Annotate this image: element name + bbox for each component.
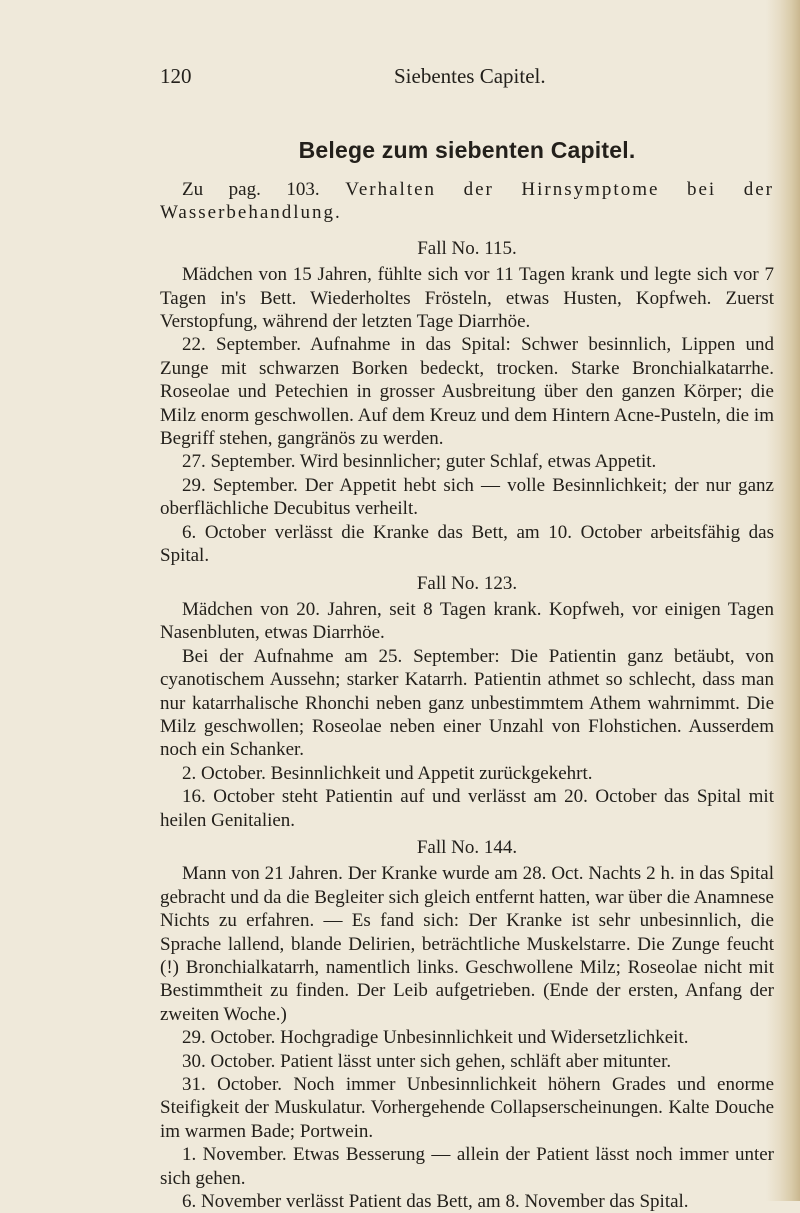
subsection-heading	[160, 178, 774, 225]
case-paragraph: 16. October steht Patientin auf und verlässt am 20. October das Spital mit heilen Genitalien.	[160, 786, 774, 831]
subsection-title: Verhalten der Hirnsymptome bei der Wasserbehandlung.	[160, 179, 774, 224]
case-paragraph: 29. September. Der Appetit hebt sich — volle Besinnlichkeit; der nur ganz oberflächliche Decubitus verheilt.	[160, 474, 774, 520]
page-number: 120	[160, 64, 192, 88]
case-123	[160, 572, 774, 832]
case-paragraph: 22. September. Aufnahme in das Spital: Schwer besinnlich, Lippen und Zunge mit schwarzen Borken bedeckt, trocken. Starke Bronchialkatarrhe. Roseolae und Petechien in grosser Ausbreitung über den ganzen Körper; die Milz enorm geschwollen. Auf dem Kreuz und dem Hintern Acne-Pusteln, die im Begriff stehen, gangränös zu werden.	[160, 334, 774, 450]
page-body	[160, 136, 774, 1213]
case-paragraph: Mädchen von 15 Jahren, fühlte sich vor 11 Tagen krank und legte sich vor 7 Tagen in's Bett. Wiederholtes Frösteln, etwas Husten, Kopfweh. Zuerst Verstopfung, während der letzten Tage Diarrhöe.	[160, 264, 774, 333]
section-heading: Belege zum siebenten Capitel.	[298, 137, 636, 163]
case-paragraph: 1. November. Etwas Besserung — allein der Patient lässt noch immer unter sich gehen.	[160, 1144, 774, 1189]
case-title: Fall No. 115.	[417, 237, 517, 259]
page-reference: Zu pag. 103.	[182, 179, 320, 200]
case-paragraph: 2. October. Besinnlichkeit und Appetit zurückgekehrt.	[182, 762, 593, 784]
case-paragraph: 30. October. Patient lässt unter sich gehen, schläft aber mitunter.	[182, 1050, 672, 1072]
case-paragraph: 6. November verlässt Patient das Bett, am 8. November das Spital.	[182, 1191, 689, 1213]
case-paragraph: Mädchen von 20. Jahren, seit 8 Tagen krank. Kopfweh, vor einigen Tagen Nasenbluten, etwas Diarrhöe.	[160, 598, 774, 644]
chapter-title: Siebentes Capitel.	[394, 64, 546, 88]
case-144	[160, 836, 774, 1213]
case-paragraph: 31. October. Noch immer Unbesinnlichkeit höhern Grades und enorme Steifigkeit der Muskulatur. Vorhergehende Collapserscheinungen. Kalte Douche im warmen Bade; Portwein.	[160, 1074, 774, 1142]
case-paragraph: Bei der Aufnahme am 25. September: Die Patientin ganz betäubt, von cyanotischem Aussehn; starker Katarrh. Patientin athmet so schlecht, dass man nur katarrhalische Rhonchi neben ganz unbestimmtem Athem wahrnimmt. Die Milz geschwollen; Roseolae neben einer Unzahl von Flohstichen. Ausserdem noch ein Schanker.	[160, 645, 774, 761]
case-title: Fall No. 123.	[416, 572, 518, 594]
case-title: Fall No. 144.	[416, 836, 518, 858]
case-paragraph: 29. October. Hochgradige Unbesinnlichkeit und Widersetzlichkeit.	[182, 1027, 689, 1049]
case-paragraph: 27. September. Wird besinnlicher; guter Schlaf, etwas Appetit.	[182, 451, 657, 473]
case-115	[160, 237, 774, 568]
case-paragraph: Mann von 21 Jahren. Der Kranke wurde am 28. Oct. Nachts 2 h. in das Spital gebracht und da die Begleiter sich gleich entfernt hatten, war über die Anamnese Nichts zu erfahren. — Es fand sich: Der Kranke ist sehr unbesinnlich, die Sprache lallend, blande Delirien, beträchtliche Muskelstarre. Die Zunge feucht (!) Bronchialkatarrh, namentlich links. Geschwollene Milz; Roseolae nicht mit Bestimmtheit zu finden. Der Leib aufgetrieben. (Ende der ersten, Anfang der zweiten Woche.)	[160, 863, 774, 1025]
case-paragraph: 6. October verlässt die Kranke das Bett, am 10. October arbeitsfähig das Spital.	[160, 521, 774, 567]
